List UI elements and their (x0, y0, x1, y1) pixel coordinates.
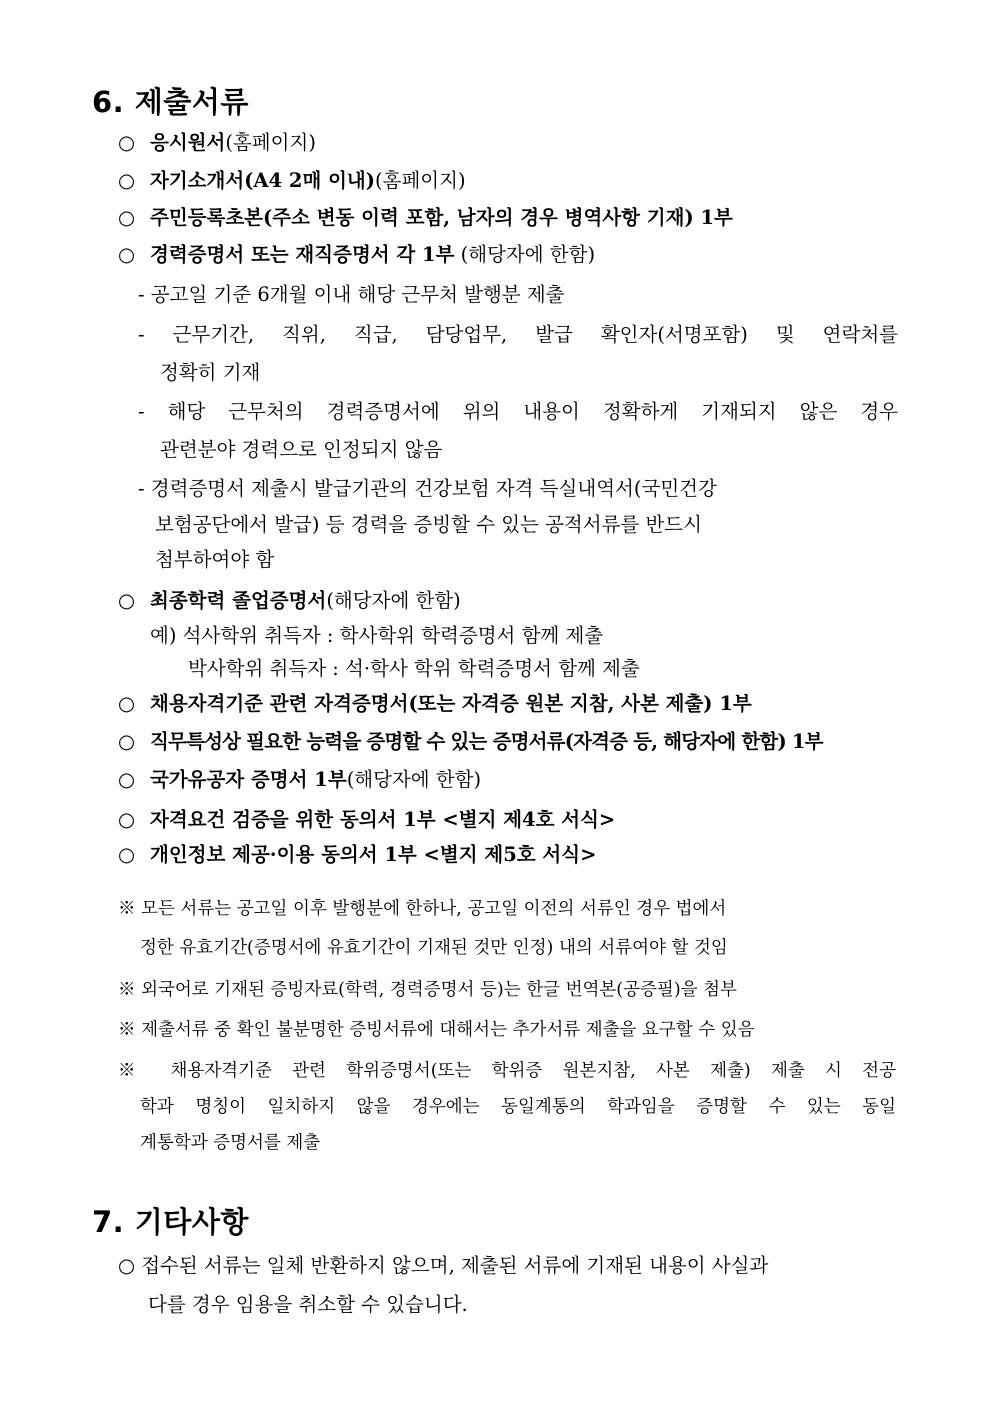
doc-item-self-introduction: ○ 자기소개서(A4 2매 이내)(홈페이지) (118, 169, 466, 192)
doc-item-resident-registration: ○ 주민등록초본(주소 변동 이력 포함, 남자의 경우 병역사항 기재) 1부 (118, 206, 733, 229)
career-note: - 근무기간, 직위, 직급, 담당업무, 발급 확인자(서명포함) 및 연락처를 (138, 323, 898, 346)
doc-item-application-form: ○ 응시원서(홈페이지) (118, 131, 316, 154)
doc-item-career-certificate: ○ 경력증명서 또는 재직증명서 각 1부 (해당자에 한함) (118, 243, 596, 266)
career-note: - 경력증명서 제출시 발급기관의 건강보험 자격 득실내역서(국민건강 (138, 477, 717, 500)
circle-bullet: ○ (118, 169, 136, 192)
doc-item-qualification-certificate: ○ 채용자격기준 관련 자격증명서(또는 자격증 원본 지참, 사본 제출) 1부 (118, 692, 752, 715)
circle-bullet: ○ (118, 730, 135, 753)
reference-note-continuation: 정한 유효기간(증명서에 유효기간이 기재된 것만 인정) 내의 서류여야 할 것임 (140, 938, 728, 958)
circle-bullet: ○ (118, 206, 136, 229)
reference-note: ※ 채용자격기준 관련 학위증명서(또는 학위증 원본지참, 사본 제출) 제출 시 전공 (118, 1061, 896, 1081)
other-note-continuation: 다를 경우 임용을 취소할 수 있습니다. (148, 1293, 468, 1316)
circle-bullet: ○ (118, 808, 136, 831)
section-6-heading: 6. 제출서류 (92, 85, 249, 119)
section-7-heading: 7. 기타사항 (92, 1205, 249, 1239)
career-note-continuation: 보험공단에서 발급) 등 경력을 증빙할 수 있는 공적서류를 반드시 (155, 513, 702, 536)
career-note-continuation: 관련분야 경력으로 인정되지 않음 (160, 438, 443, 461)
career-note: - 해당 근무처의 경력증명서에 위의 내용이 정확하게 기재되지 않은 경우 (138, 400, 898, 423)
circle-bullet: ○ (118, 589, 136, 612)
reference-note: ※ 제출서류 중 확인 불분명한 증빙서류에 대해서는 추가서류 제출을 요구할 수 있음 (118, 1020, 755, 1040)
doc-item-verification-consent: ○ 자격요건 검증을 위한 동의서 1부 <별지 제4호 서식> (118, 808, 616, 831)
circle-bullet: ○ (118, 768, 136, 791)
reference-note-continuation: 계통학과 증명서를 제출 (140, 1133, 321, 1153)
career-note: - 공고일 기준 6개월 이내 해당 근무처 발행분 제출 (138, 283, 565, 306)
reference-note: ※ 외국어로 기재된 증빙자료(학력, 경력증명서 등)는 한글 번역본(공증필)을 첨부 (118, 980, 737, 1000)
doc-item-ability-certificate: ○ 직무특성상 필요한 능력을 증명할 수 있는 증명서류(자격증 등, 해당자에 한함) 1부 (118, 730, 823, 753)
career-note-continuation: 첨부하여야 함 (155, 548, 275, 571)
reference-note: ※ 모든 서류는 공고일 이후 발행분에 한하나, 공고일 이전의 서류인 경우 법에서 (118, 899, 727, 919)
doc-item-veteran-certificate: ○ 국가유공자 증명서 1부(해당자에 한함) (118, 768, 482, 791)
education-example: 예) 석사학위 취득자 : 학사학위 학력증명서 함께 제출 (150, 624, 604, 647)
other-note: ○ 접수된 서류는 일체 반환하지 않으며, 제출된 서류에 기재된 내용이 사실과 (118, 1254, 769, 1277)
circle-bullet: ○ (118, 131, 136, 154)
doc-item-privacy-consent: ○ 개인정보 제공·이용 동의서 1부 <별지 제5호 서식> (118, 843, 597, 866)
career-note-continuation: 정확히 기재 (160, 361, 261, 384)
circle-bullet: ○ (118, 692, 136, 715)
reference-note-continuation: 학과 명칭이 일치하지 않을 경우에는 동일계통의 학과임을 증명할 수 있는 동일 (140, 1097, 896, 1117)
circle-bullet: ○ (118, 843, 136, 866)
education-example: 박사학위 취득자 : 석·학사 학위 학력증명서 함께 제출 (188, 657, 640, 680)
doc-item-education: ○ 최종학력 졸업증명서(해당자에 한함) (118, 589, 461, 612)
circle-bullet: ○ (118, 243, 136, 266)
